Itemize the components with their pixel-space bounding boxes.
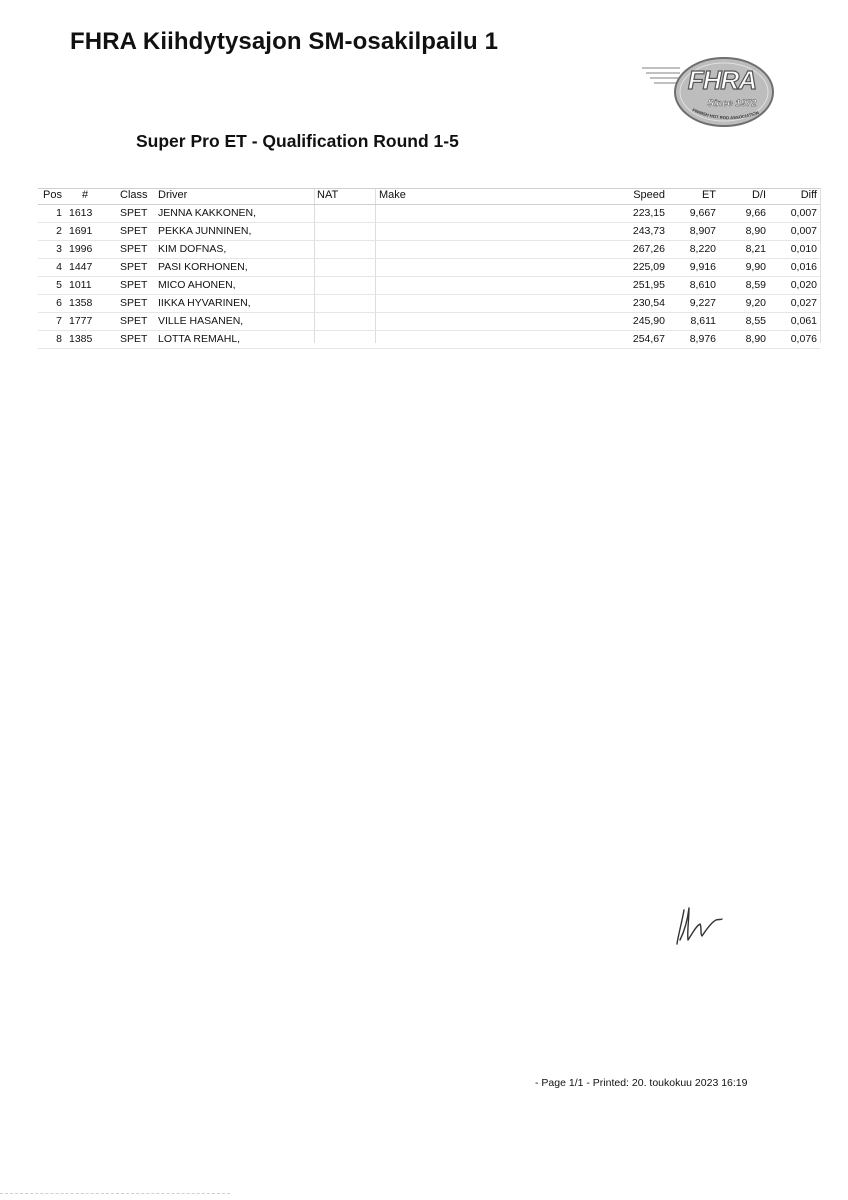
cell-class: SPET	[120, 333, 148, 345]
cell-pos: 8	[56, 333, 62, 345]
cell-class: SPET	[120, 207, 148, 219]
cell-speed: 254,67	[632, 333, 665, 345]
logo-association: FINNISH HOT ROD ASSOCIATION	[691, 107, 760, 121]
cell-pos: 4	[56, 261, 62, 273]
cell-di: 9,90	[745, 261, 766, 273]
cell-class: SPET	[120, 315, 148, 327]
cell-number: 1996	[69, 243, 93, 255]
table-row	[38, 259, 820, 277]
logo-since: Since 1972	[707, 98, 757, 109]
cell-pos: 7	[56, 315, 62, 327]
cell-di: 8,21	[745, 243, 766, 255]
cell-di: 8,55	[745, 315, 766, 327]
cell-diff: 0,016	[790, 261, 817, 273]
cell-speed: 245,90	[632, 315, 665, 327]
cell-driver: KIM DOFNAS,	[158, 243, 227, 255]
cell-speed: 243,73	[632, 225, 665, 237]
cell-di: 8,59	[745, 279, 766, 291]
cell-speed: 230,54	[632, 297, 665, 309]
page-subtitle: Super Pro ET - Qualification Round 1-5	[136, 131, 459, 151]
col-header-di: D/I	[751, 189, 766, 201]
table-row	[38, 241, 820, 259]
cell-et: 8,907	[689, 225, 716, 237]
fhra-logo	[640, 56, 775, 128]
cell-di: 8,90	[745, 333, 766, 345]
cell-et: 8,610	[689, 279, 716, 291]
cell-diff: 0,076	[790, 333, 817, 345]
col-header-driver: Driver	[158, 189, 188, 201]
cell-driver: PEKKA JUNNINEN,	[158, 225, 252, 237]
page-title: FHRA Kiihdytysajon SM-osakilpailu 1	[70, 28, 499, 55]
cell-diff: 0,061	[790, 315, 817, 327]
col-header-nat: NAT	[317, 189, 339, 201]
col-header-number: #	[82, 189, 89, 201]
cell-number: 1358	[69, 297, 93, 309]
col-header-pos: Pos	[43, 189, 62, 201]
cell-number: 1011	[69, 279, 92, 291]
col-header-et: ET	[701, 189, 716, 201]
cell-driver: VILLE HASANEN,	[158, 315, 244, 327]
cell-speed: 225,09	[632, 261, 665, 273]
cell-et: 8,611	[690, 315, 716, 327]
cell-di: 9,66	[745, 207, 766, 219]
cell-diff: 0,027	[790, 297, 817, 309]
cell-di: 9,20	[745, 297, 766, 309]
table-header-row	[38, 188, 820, 205]
cell-number: 1447	[69, 261, 93, 273]
cell-driver: IIKKA HYVARINEN,	[158, 297, 251, 309]
cell-et: 8,976	[689, 333, 716, 345]
cell-diff: 0,020	[790, 279, 817, 291]
cell-di: 8,90	[745, 225, 766, 237]
cell-class: SPET	[120, 261, 148, 273]
cell-number: 1691	[69, 225, 93, 237]
results-table	[38, 188, 820, 349]
cell-speed: 251,95	[632, 279, 665, 291]
cell-diff: 0,007	[790, 207, 817, 219]
cell-number: 1613	[69, 207, 93, 219]
table-row	[38, 295, 820, 313]
cell-pos: 6	[56, 297, 62, 309]
handwritten-signature	[672, 900, 732, 950]
scan-edge-line	[0, 1193, 230, 1194]
cell-speed: 267,26	[632, 243, 665, 255]
cell-et: 8,220	[689, 243, 716, 255]
cell-pos: 3	[56, 243, 62, 255]
cell-class: SPET	[120, 279, 148, 291]
table-row	[38, 313, 820, 331]
cell-speed: 223,15	[632, 207, 665, 219]
cell-et: 9,667	[689, 207, 716, 219]
cell-pos: 5	[56, 279, 62, 291]
col-header-make: Make	[379, 189, 406, 201]
cell-diff: 0,010	[790, 243, 817, 255]
cell-driver: MICO AHONEN,	[158, 279, 236, 291]
page-footer: - Page 1/1 - Printed: 20. toukokuu 2023 16:19	[535, 1077, 748, 1089]
cell-pos: 1	[56, 207, 62, 219]
cell-driver: LOTTA REMAHL,	[158, 333, 241, 345]
col-header-class: Class	[120, 189, 148, 201]
table-row	[38, 277, 820, 295]
cell-number: 1777	[69, 315, 93, 327]
cell-class: SPET	[120, 297, 148, 309]
table-row	[38, 205, 820, 223]
cell-driver: PASI KORHONEN,	[158, 261, 248, 273]
col-header-speed: Speed	[633, 189, 665, 201]
cell-et: 9,916	[689, 261, 716, 273]
cell-driver: JENNA KAKKONEN,	[158, 207, 257, 219]
table-row	[38, 331, 820, 349]
cell-pos: 2	[56, 225, 62, 237]
cell-et: 9,227	[689, 297, 716, 309]
cell-number: 1385	[69, 333, 93, 345]
logo-text: FHRA	[687, 65, 757, 95]
cell-diff: 0,007	[790, 225, 817, 237]
cell-class: SPET	[120, 243, 148, 255]
table-row	[38, 223, 820, 241]
cell-class: SPET	[120, 225, 148, 237]
col-header-diff: Diff	[800, 189, 817, 201]
